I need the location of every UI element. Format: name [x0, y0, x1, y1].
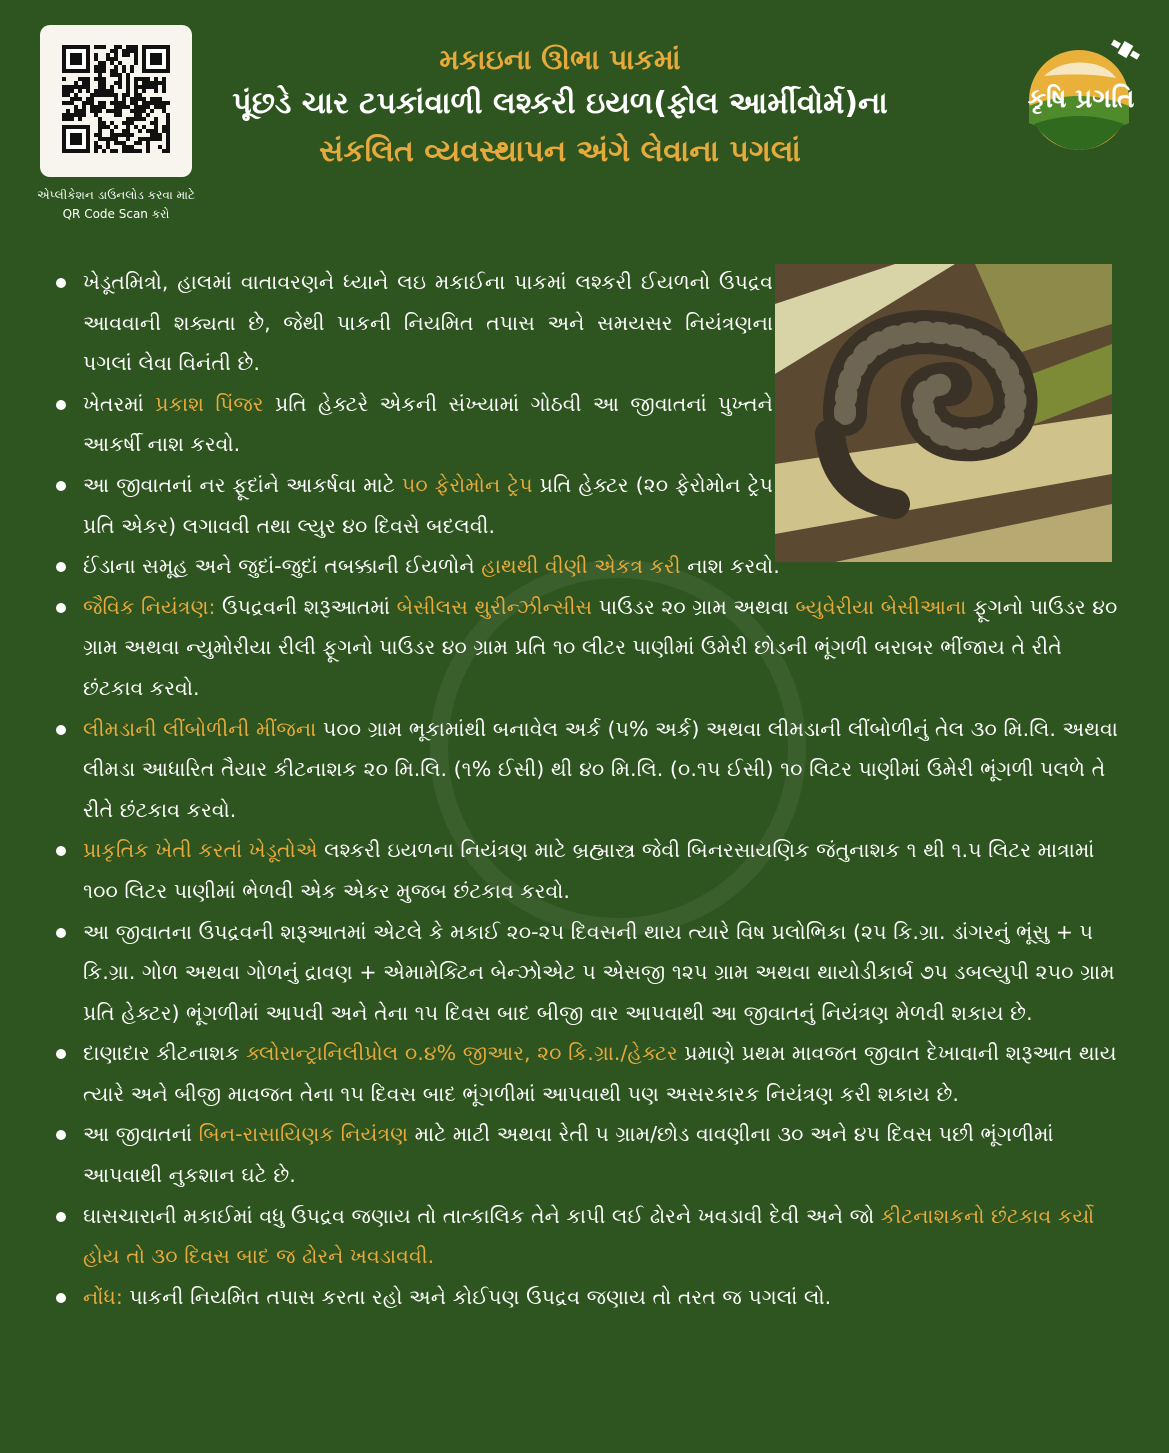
list-item	[50, 384, 773, 465]
item-text: ઉપદ્રવની શરૂઆતમાં	[215, 594, 397, 619]
krushi-pragati-logo	[1004, 28, 1154, 156]
item-text: ફૂગનો પાઉડર ૪૦ ગ્રામ અથવા ન્યુમોરીયા રીલી ફૂગનો પાઉડર ૪૦ ગ્રામ પ્રતિ ૧૦ લીટર પાણીમાં ઉમેરી છોડની ભૂંગળી બરાબર ભીંજાય તે રીતે છંટકાવ કરવો.	[83, 594, 1118, 700]
qr-code[interactable]	[40, 25, 192, 177]
item-highlight: બેસીલસ થુરીન્ઝીન્સીસ	[396, 594, 593, 619]
item-highlight: લીમડાની લીંબોળીની મીંજના	[83, 716, 317, 741]
title-line3: સંકલિત વ્યવસ્થાપન અંગે લેવાના પગલાં	[319, 134, 801, 169]
page-title	[200, 40, 920, 176]
bullet-icon	[56, 725, 66, 735]
bullet-icon	[56, 562, 66, 572]
bullet-icon	[56, 928, 66, 938]
item-text: ખેડૂતમિત્રો, હાલમાં વાતાવરણને ધ્યાને લઇ મકાઈના પાકમાં લશ્કરી ઈયળનો ઉપદ્રવ આવવાની શક્યતા છે, જેથી પાકની નિયમિત તપાસ અને સમયસર નિયંત્રણના પગલાં લેવા વિનંતી છે.	[83, 270, 773, 376]
qr-caption	[14, 186, 218, 224]
item-highlight: ક્લોરાન્ટ્રાનિલીપ્રોલ ૦.૪% જીઆર, ૨૦ કિ.ગ્રા./હેક્ટર	[246, 1041, 678, 1066]
item-highlight: હાથથી વીણી એકત્ર કરી	[481, 554, 681, 579]
bullet-icon	[56, 400, 66, 410]
bullet-icon	[56, 1130, 66, 1140]
list-item	[50, 262, 773, 384]
item-text: પાઉડર ૨૦ ગ્રામ અથવા	[592, 594, 796, 619]
list-item	[50, 830, 1125, 911]
item-text: માટે માટી અથવા રેતી ૫ ગ્રામ/છોડ વાવણીના ૩૦ અને ૪૫ દિવસ પછી ભૂંગળીમાં આપવાથી નુકશાન ઘટે છે.	[83, 1122, 1054, 1188]
bullet-icon	[56, 481, 66, 491]
item-highlight: નોંધ:	[83, 1284, 123, 1309]
qr-caption-line2: QR Code Scan કરો	[62, 207, 170, 221]
list-item	[50, 1277, 1125, 1318]
logo-text: કૃષિ પ્રગતિ	[1027, 84, 1135, 114]
item-highlight: બ્યુવેરીયા બેસીઆના	[795, 594, 967, 619]
bullet-icon	[56, 603, 66, 613]
item-text: ઘાસચારાની મકાઈમાં વધુ ઉપદ્રવ જણાય તો તાત્કાલિક તેને કાપી લઈ ઢોરને ખવડાવી દેવી અને જો	[83, 1203, 881, 1228]
item-text: નાશ કરવો.	[680, 554, 780, 579]
item-highlight: પ્રાકૃતિક ખેતી કરતાં ખેડૂતોએ	[83, 838, 318, 863]
list-item	[50, 465, 773, 546]
list-item	[50, 1033, 1125, 1114]
bullet-icon	[56, 1293, 66, 1303]
item-highlight: જૈવિક નિયંત્રણ:	[83, 594, 216, 619]
item-text: પાકની નિયમિત તપાસ કરતા રહો અને કોઈપણ ઉપદ્રવ જણાય તો તરત જ પગલાં લો.	[122, 1284, 832, 1309]
bullet-icon	[56, 278, 66, 288]
item-text: આ જીવાતનાં નર ફૂદાંને આકર્ષવા માટે	[83, 472, 402, 497]
item-text: આ જીવાતના ઉપદ્રવની શરૂઆતમાં એટલે કે મકાઈ ૨૦-૨૫ દિવસની થાય ત્યારે વિષ પ્રલોભિકા (૨૫ કિ.ગ્રા. ડાંગરનું ભૂંસુ + ૫ કિ.ગ્રા. ગોળ અથવા ગોળનું દ્રાવણ + એમામેક્ટિન બેન્ઝોએટ ૫ એસજી ૧૨૫ ગ્રામ અથવા થાયોડીકાર્બ ૭૫ ડબલ્યુપી ૨૫૦ ગ્રામ પ્રતિ હેક્ટર) ભૂંગળીમાં આપવી અને તેના ૧૫ દિવસ બાદ બીજી વાર આપવાથી આ જીવાતનું નિયંત્રણ મેળવી શકાય છે.	[83, 919, 1115, 1025]
item-text: ઈંડાના સમૂહ અને જુદાં-જુદાં તબક્કાની ઈયળોને	[83, 554, 482, 579]
item-highlight: પ્રકાશ પિંજર	[155, 391, 264, 416]
qr-code-pattern	[62, 45, 170, 153]
item-text: પ્રમાણે પ્રથમ માવજત જીવાત દેખાવાની શરૂઆત થાય ત્યારે અને બીજી માવજત તેના ૧૫ દિવસ બાદ ભૂંગળીમાં આપવાથી પણ અસરકારક નિયંત્રણ કરી શકાય છે.	[83, 1041, 1117, 1106]
item-text: લશ્કરી ઇયળના નિયંત્રણ માટે બ્રહ્માસ્ત્ર જેવી બિનરસાયણિક જંતુનાશક ૧ થી ૧.૫ લિટર માત્રામાં ૧૦૦ લિટર પાણીમાં ભેળવી એક એકર મુજબ છંટકાવ કરવો.	[83, 838, 1095, 903]
title-line1: મકાઇના ઊભા પાકમાં	[439, 43, 681, 76]
qr-caption-line1: એપ્લીકેશન ડાઉનલોડ કરવા માટે	[37, 188, 195, 202]
list-item	[50, 1196, 1125, 1277]
list-item	[50, 1114, 1125, 1195]
list-item	[50, 912, 1125, 1034]
item-text: ખેતરમાં	[83, 391, 156, 416]
measures-list	[50, 262, 1125, 1317]
list-item	[50, 709, 1125, 831]
bullet-icon	[56, 846, 66, 856]
item-highlight: બિન-રાસાયિણક નિયંત્રણ	[198, 1122, 409, 1147]
list-item	[50, 546, 1125, 587]
item-highlight: કીટનાશકનો છંટકાવ કર્યો હોય તો ૩૦ દિવસ બાદ જ ઢોરને ખવડાવવી.	[83, 1203, 1095, 1269]
bullet-icon	[56, 1212, 66, 1222]
item-text: આ જીવાતનાં	[83, 1122, 199, 1147]
item-text: પ્રતિ હેક્ટર (૨૦ ફેરોમોન ટ્રેપ પ્રતિ એકર) લગાવવી તથા લ્યુર ૪૦ દિવસે બદલવી.	[83, 472, 773, 538]
item-text: પ્રતિ હેક્ટરે એકની સંખ્યામાં ગોઠવી આ જીવાતનાં પુખ્તને આકર્ષી નાશ કરવો.	[83, 391, 773, 457]
item-text: ૫૦૦ ગ્રામ ભૂકામાંથી બનાવેલ અર્ક (૫% અર્ક) અથવા લીમડાની લીંબોળીનું તેલ ૩૦ મિ.લિ. અથવા લીમડા આધારિત તૈયાર કીટનાશક ૨૦ મિ.લિ. (૧% ઈસી) થી ૪૦ મિ.લિ. (૦.૧૫ ઈસી) ૧૦ લિટર પાણીમાં ઉમેરી ભૂંગળી પલળે તે રીતે છંટકાવ કરવો.	[83, 716, 1118, 822]
list-item	[50, 587, 1125, 709]
title-line2: પૂંછડે ચાર ટપકાંવાળી લશ્કરી ઇયળ(ફોલ આર્મીવોર્મ)ના	[232, 86, 888, 121]
item-text: દાણાદાર કીટનાશક	[83, 1041, 247, 1066]
bullet-icon	[56, 1049, 66, 1059]
item-highlight: ૫૦ ફેરોમોન ટ્રેપ	[401, 472, 533, 497]
